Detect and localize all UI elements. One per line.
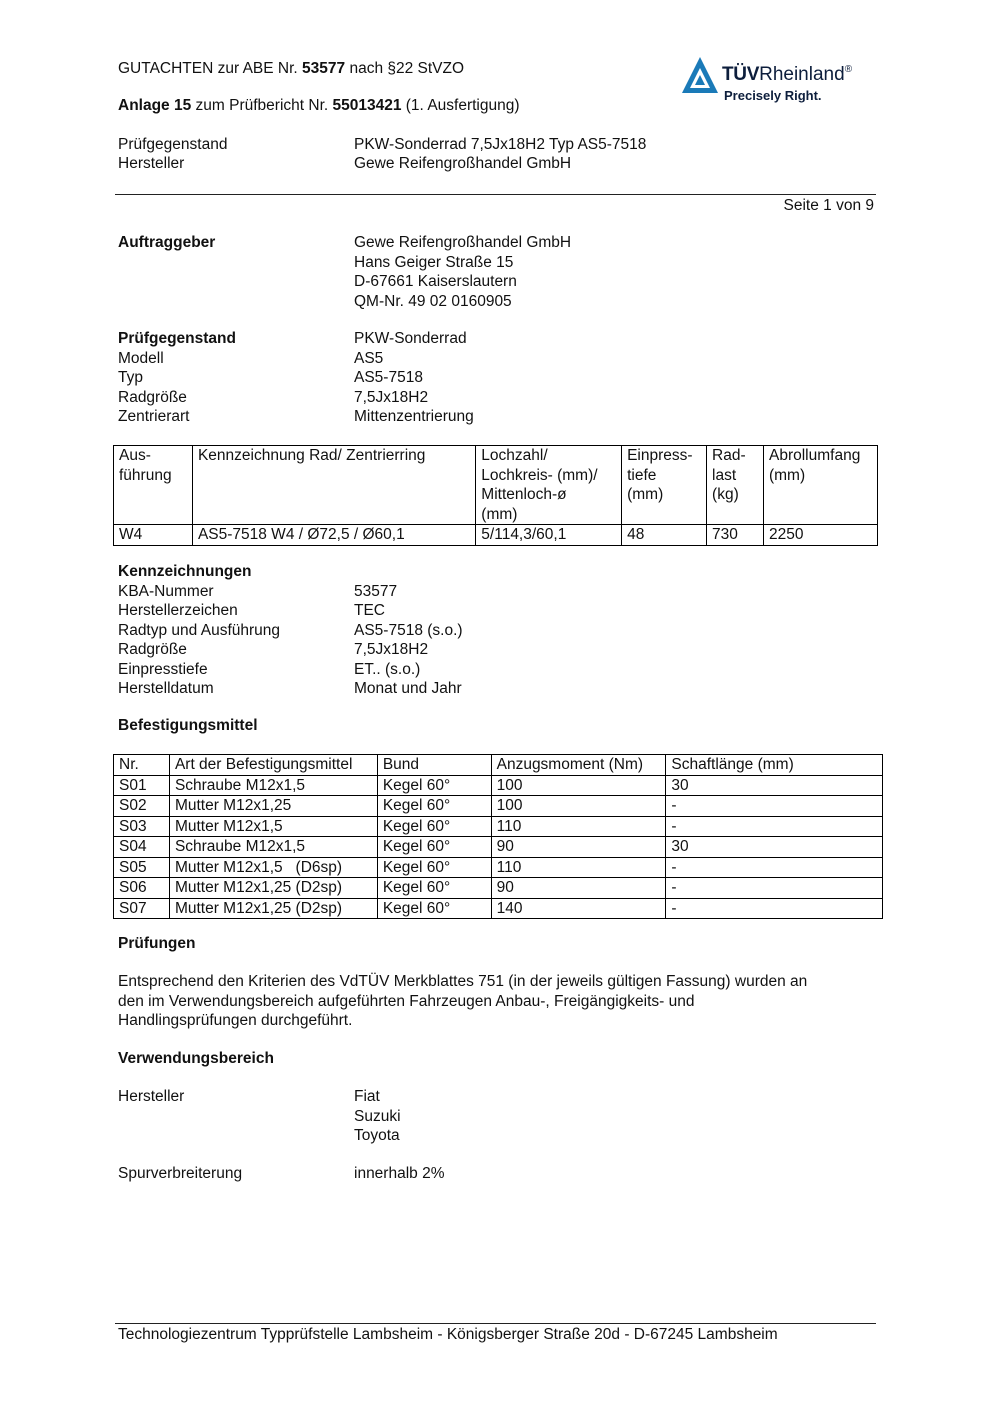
table-row: S07 Mutter M12x1,25 (D2sp) Kegel 60° 140 - xyxy=(114,898,883,919)
markings-labels: Kennzeichnungen KBA-Nummer Herstellerzeichen Radtyp und Ausführung Radgröße Einpresstiefe Herstelldatum xyxy=(118,563,281,697)
test-object-labels: Prüfgegenstand Modell Typ Radgröße Zentrierart xyxy=(118,330,236,425)
table-row xyxy=(114,525,878,546)
list-item: Toyota xyxy=(354,1127,400,1144)
header-cell: Lochzahl/ Lochkreis- (mm)/ Mittenloch-ø (mm) xyxy=(476,446,622,525)
document-title: GUTACHTEN zur ABE Nr. 53577 nach §22 StVZO xyxy=(118,60,465,77)
table-cell: W4 xyxy=(114,525,193,546)
table-row: S03 Mutter M12x1,5 Kegel 60° 110 - xyxy=(114,816,883,837)
footer-divider xyxy=(115,1323,876,1324)
header-cell: Schaftlänge (mm) xyxy=(666,755,883,776)
report-number: 55013421 xyxy=(332,97,402,114)
tests-paragraph: Entsprechend den Kriterien des VdTÜV Merkblattes 751 (in der jeweils gültigen Fassung) wurden an den im Verwendungsbereich aufgeführten Fahrzeugen Anbau-, Freigängigkeits- und Handlingsprüfungen durchgeführt. xyxy=(118,973,808,1029)
header-cell: Abrollumfang (mm) xyxy=(763,446,877,525)
fasteners-table xyxy=(113,754,883,919)
markings-heading: Kennzeichnungen xyxy=(118,563,252,580)
subject-value: PKW-Sonderrad 7,5Jx18H2 Typ AS5-7518 xyxy=(354,136,647,153)
header-cell: Einpress- tiefe (mm) xyxy=(622,446,707,525)
brand-name: TÜVRheinland® xyxy=(722,64,853,85)
maker-label: Hersteller xyxy=(118,155,185,172)
abe-number: 53577 xyxy=(302,60,346,77)
usage-makers xyxy=(354,1087,401,1146)
table-header-row xyxy=(114,446,878,525)
table-row: S01 Schraube M12x1,5 Kegel 60° 100 30 xyxy=(114,775,883,796)
header-cell: Bund xyxy=(377,755,491,776)
table-row: S02 Mutter M12x1,25 Kegel 60° 100 - xyxy=(114,796,883,817)
table-cell: 2250 xyxy=(763,525,877,546)
header-divider xyxy=(115,194,876,195)
header-cell: Aus- führung xyxy=(114,446,193,525)
table-cell: AS5-7518 W4 / Ø72,5 / Ø60,1 xyxy=(192,525,475,546)
table-header-row xyxy=(114,755,883,776)
table-cell: 730 xyxy=(707,525,764,546)
header-cell: Art der Befestigungsmittel xyxy=(169,755,377,776)
page-info: Seite 1 von 9 xyxy=(783,197,874,214)
fasteners-heading: Befestigungsmittel xyxy=(118,717,258,734)
table-row: S06 Mutter M12x1,25 (D2sp) Kegel 60° 90 - xyxy=(114,878,883,899)
header-cell: Kennzeichnung Rad/ Zentrierring xyxy=(192,446,475,525)
maker-value: Gewe Reifengroßhandel GmbH xyxy=(354,155,572,172)
test-object-values: PKW-Sonderrad AS5 AS5-7518 7,5Jx18H2 Mittenzentrierung xyxy=(354,330,474,425)
usage-heading: Verwendungsbereich xyxy=(118,1050,274,1067)
usage-maker-label: Hersteller xyxy=(118,1088,185,1105)
markings-values: 53577 TEC AS5-7518 (s.o.) 7,5Jx18H2 ET.. (s.o.) Monat und Jahr xyxy=(354,582,463,697)
header-cell: Nr. xyxy=(114,755,170,776)
track-value: innerhalb 2% xyxy=(354,1165,445,1182)
table-row: S04 Schraube M12x1,5 Kegel 60° 90 30 xyxy=(114,837,883,858)
table-row: S05 Mutter M12x1,5 (D6sp) Kegel 60° 110 - xyxy=(114,857,883,878)
table-cell: 5/114,3/60,1 xyxy=(476,525,622,546)
header-cell: Rad- last (kg) xyxy=(707,446,764,525)
tuev-logo-icon xyxy=(680,55,720,95)
tests-heading: Prüfungen xyxy=(118,935,196,952)
client-label: Auftraggeber xyxy=(118,234,216,251)
subject-label: Prüfgegenstand xyxy=(118,136,228,153)
client-address: Gewe Reifengroßhandel GmbH Hans Geiger Straße 15 D-67661 Kaiserslautern QM-Nr. 49 02 0160905 xyxy=(354,234,572,310)
document-subtitle: Anlage 15 zum Prüfbericht Nr. 55013421 (1. Ausfertigung) xyxy=(118,97,520,114)
track-label: Spurverbreiterung xyxy=(118,1165,243,1182)
brand-slogan: Precisely Right. xyxy=(724,88,822,103)
wheel-table xyxy=(113,445,878,546)
footer-text: Technologiezentrum Typprüfstelle Lambsheim - Königsberger Straße 20d - D-67245 Lambsheim xyxy=(118,1326,778,1343)
list-item: Fiat xyxy=(354,1088,380,1105)
table-cell: 48 xyxy=(622,525,707,546)
list-item: Suzuki xyxy=(354,1107,401,1125)
header-cell: Anzugsmoment (Nm) xyxy=(491,755,666,776)
